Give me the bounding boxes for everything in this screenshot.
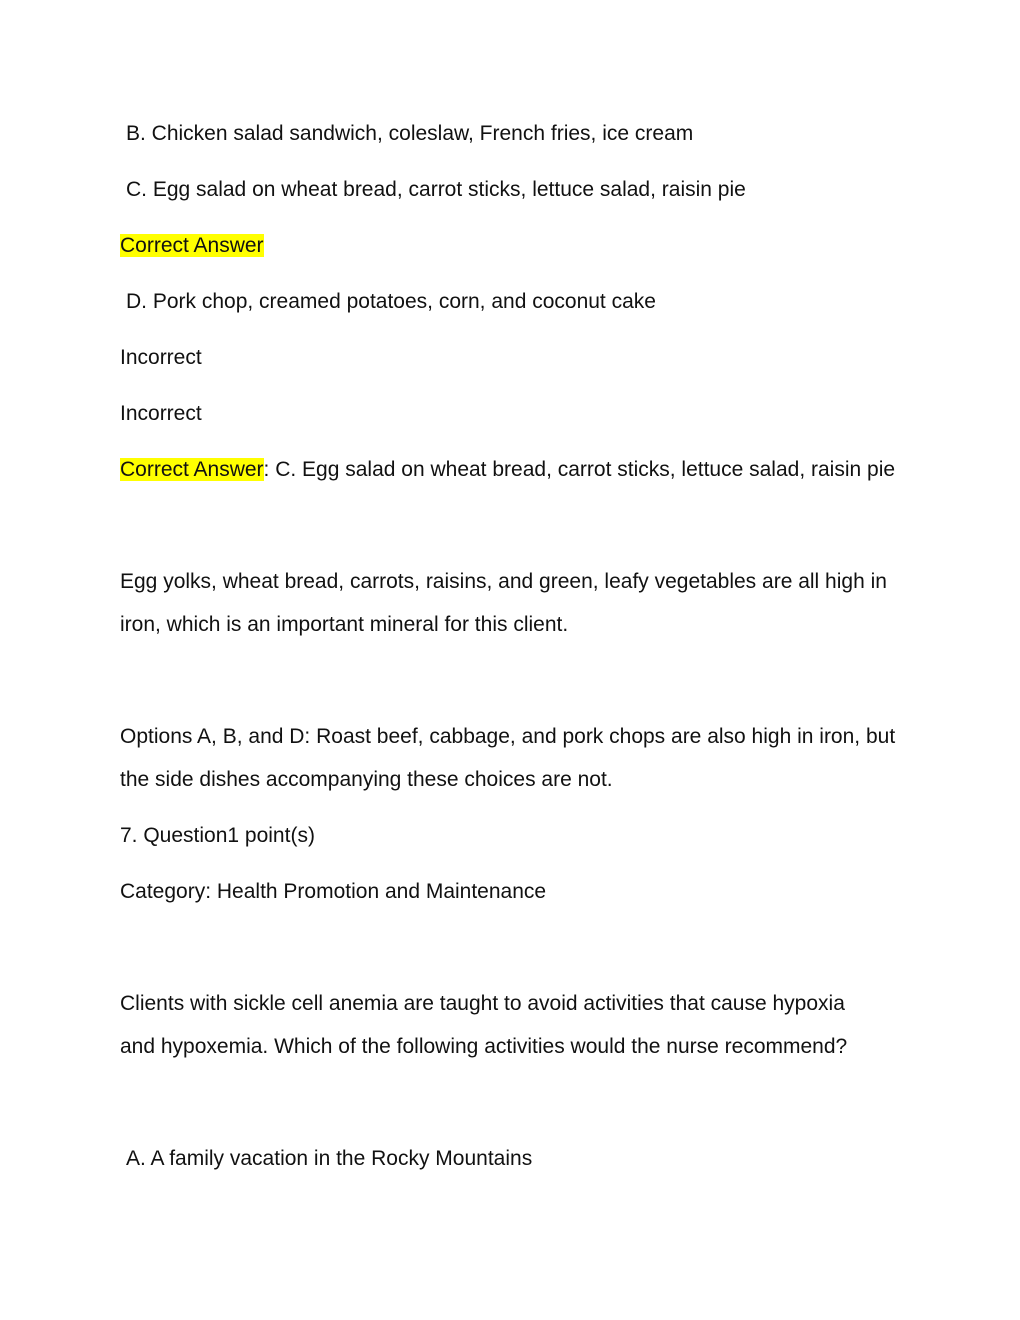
incorrect-marker: Incorrect (120, 402, 202, 425)
highlighted-text: Correct Answer (120, 234, 264, 257)
answer-option-b: B. Chicken salad sandwich, coleslaw, French fries, ice cream (126, 122, 694, 145)
answer-option-d: D. Pork chop, creamed potatoes, corn, and coconut cake (126, 290, 656, 313)
question-category: Category: Health Promotion and Maintenance (120, 880, 547, 903)
rationale-text: iron, which is an important mineral for this client. (120, 613, 569, 636)
correct-answer-text: : C. Egg salad on wheat bread, carrot sticks, lettuce salad, raisin pie (263, 458, 896, 481)
incorrect-marker: Incorrect (120, 346, 202, 369)
question-heading: 7. Question1 point(s) (120, 824, 315, 847)
answer-option-c: C. Egg salad on wheat bread, carrot sticks, lettuce salad, raisin pie (126, 178, 746, 201)
rationale-text: Egg yolks, wheat bread, carrots, raisins, and green, leafy vegetables are all high in (120, 570, 887, 593)
options-rationale-text: Options A, B, and D: Roast beef, cabbage, and pork chops are also high in iron, but (120, 725, 896, 748)
options-rationale-text: the side dishes accompanying these choices are not. (120, 768, 613, 791)
correct-answer-line (120, 455, 895, 485)
correct-answer-marker (120, 231, 264, 261)
question-text: and hypoxemia. Which of the following activities would the nurse recommend? (120, 1035, 848, 1058)
question-text: Clients with sickle cell anemia are taught to avoid activities that cause hypoxia (120, 992, 845, 1015)
correct-answer-label: Correct Answer (120, 458, 264, 481)
answer-option-a: A. A family vacation in the Rocky Mountains (126, 1147, 533, 1170)
